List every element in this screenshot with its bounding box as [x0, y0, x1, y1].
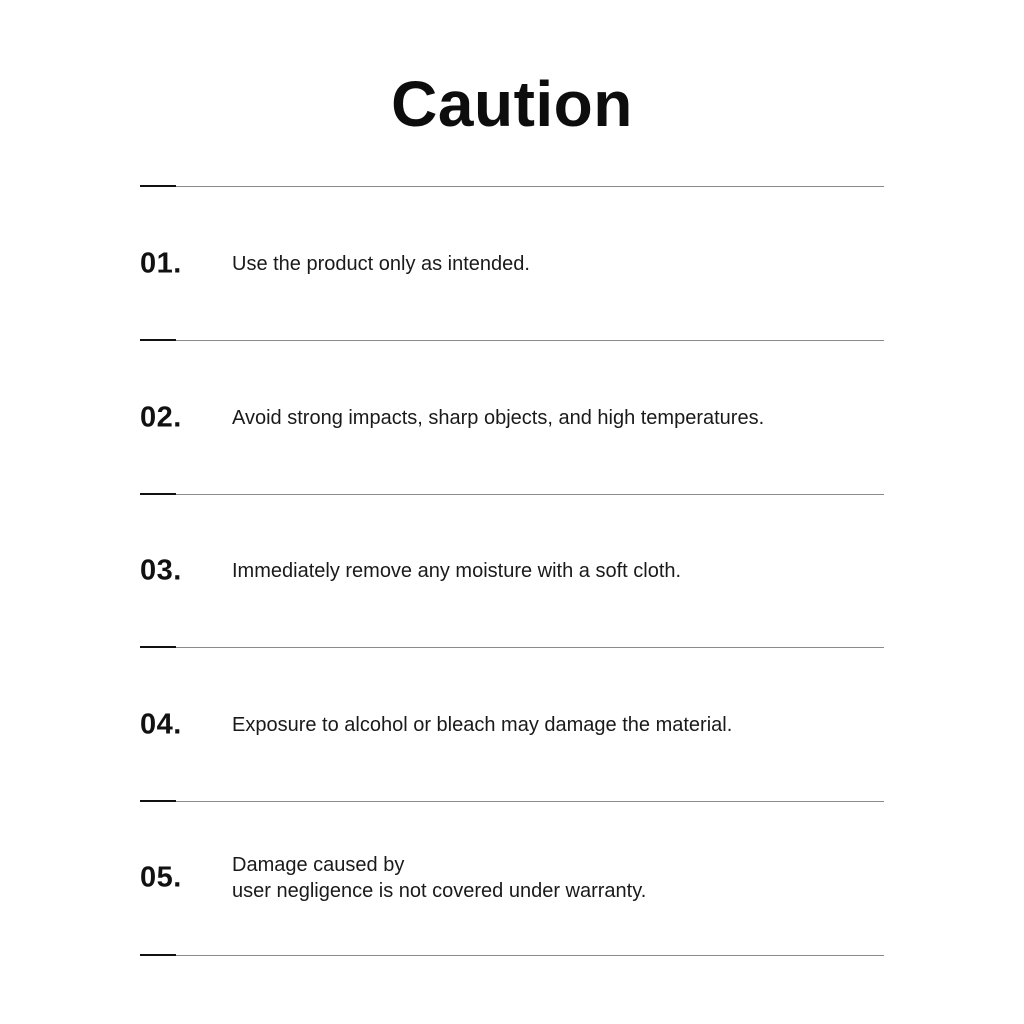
caution-item-4 — [140, 648, 884, 802]
item-text: Exposure to alcohol or bleach may damage the material. — [232, 714, 733, 736]
divider-accent — [140, 954, 176, 956]
page-title: Caution — [391, 68, 633, 140]
item-text: Use the product only as intended. — [232, 253, 530, 275]
item-number: 04. — [140, 708, 182, 741]
divider — [140, 955, 884, 956]
item-number: 02. — [140, 401, 182, 434]
item-text: Avoid strong impacts, sharp objects, and high temperatures. — [232, 407, 765, 429]
caution-item-2 — [140, 341, 884, 495]
caution-item-1 — [140, 187, 884, 341]
caution-item-3 — [140, 494, 884, 648]
item-number: 01. — [140, 247, 182, 280]
item-number: 03. — [140, 554, 182, 587]
caution-item-5 — [140, 801, 884, 955]
item-text: Damage caused by user negligence is not covered under warranty. — [232, 854, 647, 902]
item-number: 05. — [140, 861, 182, 894]
item-text: Immediately remove any moisture with a soft cloth. — [232, 560, 682, 582]
